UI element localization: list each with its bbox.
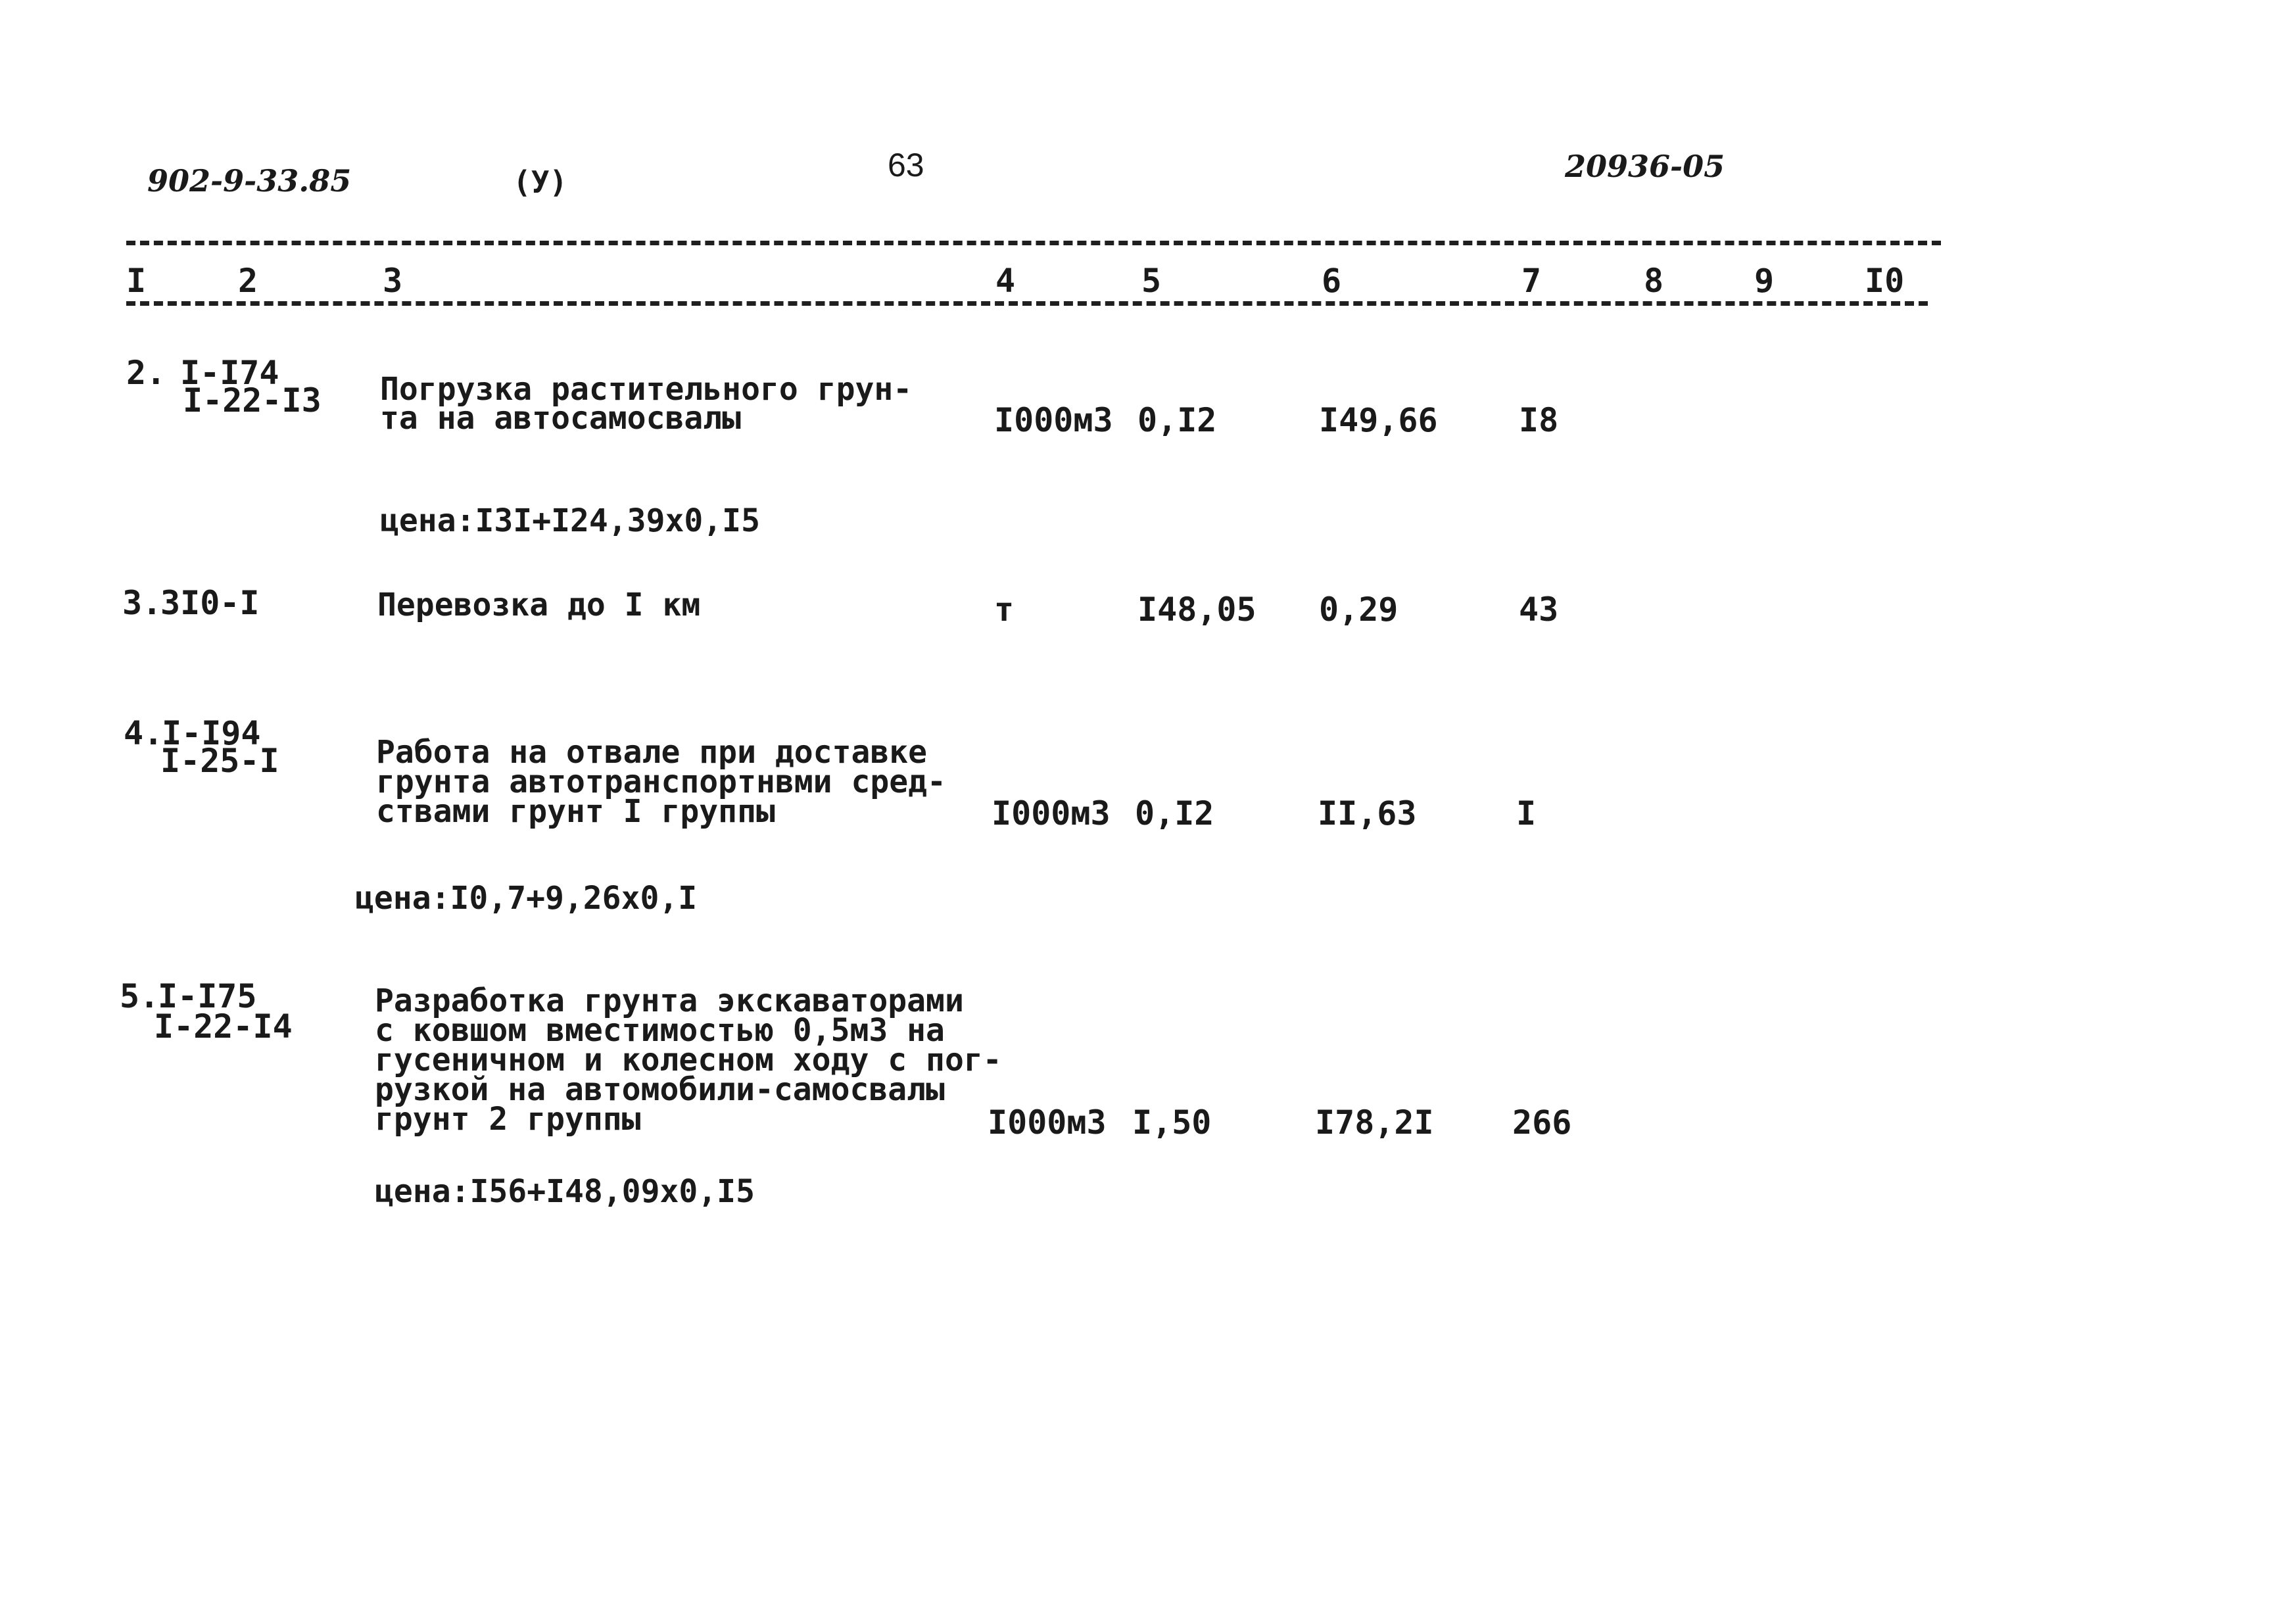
top-dashed-rule xyxy=(126,241,1941,245)
column-number-3: 3 xyxy=(383,262,403,300)
row-code-secondary: I-25-I xyxy=(160,742,279,780)
row-description-line: Погрузка растительного грун- xyxy=(380,371,913,408)
row-unit: I000м3 xyxy=(992,794,1111,833)
column-number-5: 5 xyxy=(1141,262,1162,300)
row-code-secondary: I-22-I4 xyxy=(154,1007,293,1046)
row-unit-price: 0,29 xyxy=(1319,591,1399,629)
column-number-8: 8 xyxy=(1644,262,1664,300)
row-unit-price: I49,66 xyxy=(1319,401,1438,439)
row-description-line: Перевозка до I км xyxy=(377,587,701,623)
row-description-line: грунт 2 группы xyxy=(375,1101,641,1138)
row-price-note: цена:I56+I48,09х0,I5 xyxy=(375,1173,755,1210)
document-code: 902-9-33.85 xyxy=(147,163,352,199)
row-unit-price: I78,2I xyxy=(1315,1103,1434,1142)
row-code-primary: I-I94 xyxy=(162,714,261,752)
row-code-primary: I-I74 xyxy=(180,354,279,392)
column-number-7: 7 xyxy=(1521,262,1542,300)
column-number-6: 6 xyxy=(1322,262,1342,300)
row-description-line: ствами грунт I группы xyxy=(376,793,775,830)
row-number: 2. xyxy=(126,354,166,392)
column-numbers-dashed-rule xyxy=(126,301,1928,306)
register-number: 20936-05 xyxy=(1565,149,1725,184)
row-total: I8 xyxy=(1519,401,1559,439)
document-mark: (У) xyxy=(513,164,568,200)
row-quantity: I48,05 xyxy=(1137,591,1256,629)
row-code-primary: I-I75 xyxy=(158,977,257,1015)
column-number-2: 2 xyxy=(238,262,258,300)
row-price-note: цена:I0,7+9,26х0,I xyxy=(355,880,698,917)
page-number: 63 xyxy=(888,147,924,183)
row-description-line: с ковшом вместимостью 0,5м3 на xyxy=(375,1012,945,1049)
column-number-4: 4 xyxy=(995,262,1016,300)
row-total: I xyxy=(1516,794,1537,833)
row-quantity: I,50 xyxy=(1132,1103,1212,1142)
row-description-line: Разработка грунта экскаваторами xyxy=(375,982,964,1019)
row-total: 266 xyxy=(1512,1103,1572,1142)
row-code-secondary: I-22-I3 xyxy=(183,381,322,420)
column-number-9: 9 xyxy=(1754,262,1775,300)
row-description-line: Работа на отвале при доставке xyxy=(376,734,928,771)
row-number: 4. xyxy=(124,714,164,752)
row-description-line: рузкой на автомобили-самосвалы xyxy=(375,1071,945,1108)
row-unit: I000м3 xyxy=(988,1103,1107,1142)
row-price-note: цена:I3I+I24,39х0,I5 xyxy=(380,502,760,539)
row-quantity: 0,I2 xyxy=(1137,401,1217,439)
row-description-line: гусеничном и колесном ходу с пог- xyxy=(375,1042,1002,1078)
row-unit-price: II,63 xyxy=(1318,794,1417,833)
column-number-10: I0 xyxy=(1865,262,1905,300)
row-total: 43 xyxy=(1519,591,1559,629)
row-unit: I000м3 xyxy=(994,401,1113,439)
row-quantity: 0,I2 xyxy=(1135,794,1214,833)
column-number-1: I xyxy=(126,262,147,300)
row-number: 3. xyxy=(122,584,162,622)
row-description-line: та на автосамосвалы xyxy=(380,400,742,437)
row-description-line: грунта автотранспортнвми сред- xyxy=(376,763,946,800)
row-unit: т xyxy=(994,591,1015,629)
row-number: 5. xyxy=(120,977,160,1015)
row-code-primary: 3I0-I xyxy=(160,584,260,622)
